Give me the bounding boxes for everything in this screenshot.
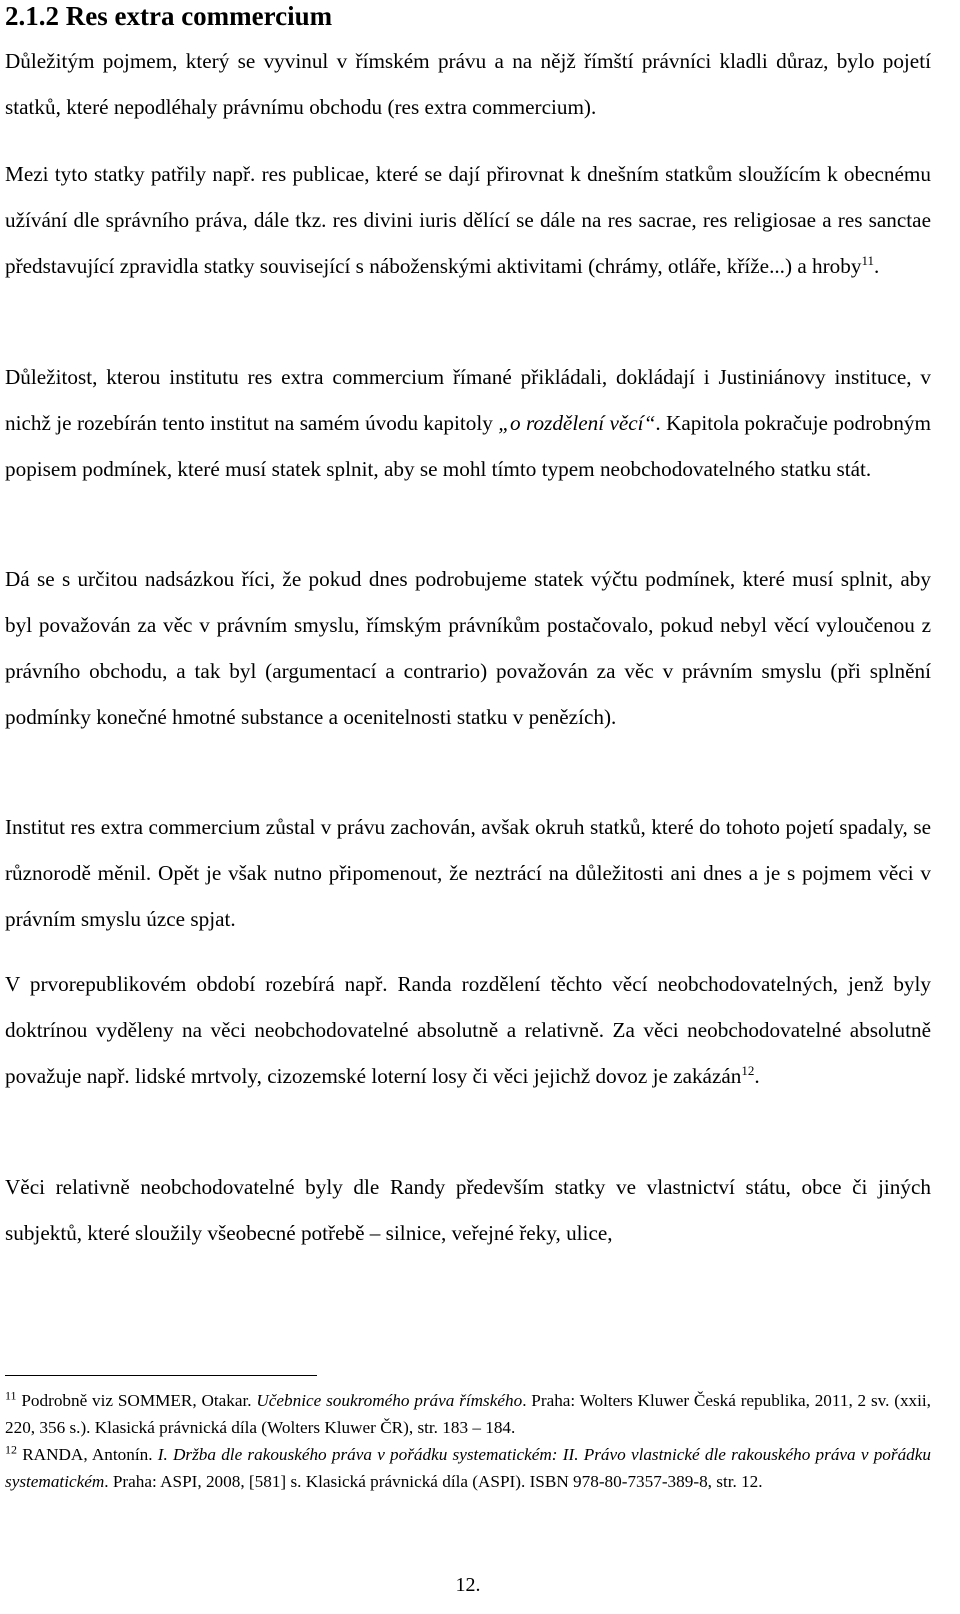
paragraph-6-end: . — [754, 1064, 760, 1088]
paragraph-5: Institut res extra commercium zůstal v právu zachován, avšak okruh statků, které do tohoto pojetí spadaly, se různorodě měnil. Opět je však nutno připomenout, že neztrácí na důležitosti ani dnes a je s pojmem věci v právním smyslu úzce spjat. — [5, 815, 931, 931]
paragraph-6 — [5, 961, 931, 1099]
paragraph-1: Důležitým pojmem, který se vyvinul v římském právu a na nějž římští právníci kladli důraz, bylo pojetí statků, které nepodléhaly právnímu obchodu (res extra commercium). — [5, 49, 931, 119]
paragraph-2 — [5, 151, 931, 289]
footnote-ref-12[interactable]: 12 — [741, 1062, 755, 1078]
footnote-separator — [5, 1375, 317, 1376]
footnote-12 — [5, 1441, 931, 1495]
footnote-12-number: 12 — [5, 1442, 17, 1457]
section-heading: 2.1.2 Res extra commercium — [5, 1, 333, 31]
footnote-12-text-b: . Praha: ASPI, 2008, [581] s. Klasická právnická díla (ASPI). ISBN 978-80-7357-389-8, str. 12. — [104, 1472, 763, 1491]
footnote-11-number: 11 — [5, 1388, 17, 1403]
page-number: 12. — [455, 1574, 481, 1596]
paragraph-3-italic: „o rozdělení věcí“ — [498, 411, 656, 435]
paragraph-2-end: . — [874, 254, 880, 278]
footnote-12-text-a: RANDA, Antonín. — [17, 1445, 158, 1464]
paragraph-2-text: Mezi tyto statky patřily např. res publicae, které se dají přirovnat k dnešním statkům sloužícím k obecnému užívání dle správního práva, dále tkz. res divini iuris dělící se dále na res sacrae, res religiosae a res sanctae představující zpravidla statky související s náboženskými aktivitami (chrámy, otláře, kříže...) a hroby — [5, 162, 931, 278]
footnote-11-text-a: Podrobně viz SOMMER, Otakar. — [16, 1391, 257, 1410]
footnote-11-title: Učebnice soukromého práva římského — [256, 1391, 523, 1410]
paragraph-3-text-a: Důležitost, kterou institutu res extra commercium římané přikládali, dokládají i Justiniánovy instituce, v nichž je rozebírán tento institut na samém úvodu kapitoly — [5, 365, 931, 435]
footnote-11-text-b: . Praha: Wolters Kluwer Česká republika, 2011, 2 sv. (xxii, 220, 356 s.). Klasická právnická díla (Wolters Kluwer ČR), str. 183 – 184. — [5, 1391, 931, 1437]
footnote-11 — [5, 1387, 931, 1441]
paragraph-6-text: V prvorepublikovém období rozebírá např. Randa rozdělení těchto věcí neobchodovatelných, jenž byly doktrínou vyděleny na věci neobchodovatelné absolutně a relativně. Za věci neobchodovatelné absolutně považuje např. lidské mrtvoly, cizozemské loterní losy či věci jejichž dovoz je zakázán — [5, 972, 931, 1088]
paragraph-7: Věci relativně neobchodovatelné byly dle Randy především statky ve vlastnictví státu, obce či jiných subjektů, které sloužily všeobecné potřebě – silnice, veřejné řeky, ulice, — [5, 1175, 931, 1245]
paragraph-4: Dá se s určitou nadsázkou říci, že pokud dnes podrobujeme statek výčtu podmínek, které musí splnit, aby byl považován za věc v právním smyslu, římským právníkům postačovalo, pokud nebyl věcí vyloučenou z právního obchodu, a tak byl (argumentací a contrario) považován za věc v právním smyslu (při splnění podmínky konečné hmotné substance a ocenitelnosti statku v penězích). — [5, 567, 931, 729]
footnote-ref-11[interactable]: 11 — [861, 252, 874, 268]
paragraph-3 — [5, 354, 931, 492]
footnote-12-title: I. Držba dle rakouského práva v pořádku systematickém: II. Právo vlastnické dle rakouského práva v pořádku systematickém — [5, 1445, 931, 1491]
paragraph-3-text-b: . Kapitola pokračuje podrobným popisem podmínek, které musí statek splnit, aby se mohl tímto typem neobchodovatelného statku stát. — [5, 411, 931, 481]
